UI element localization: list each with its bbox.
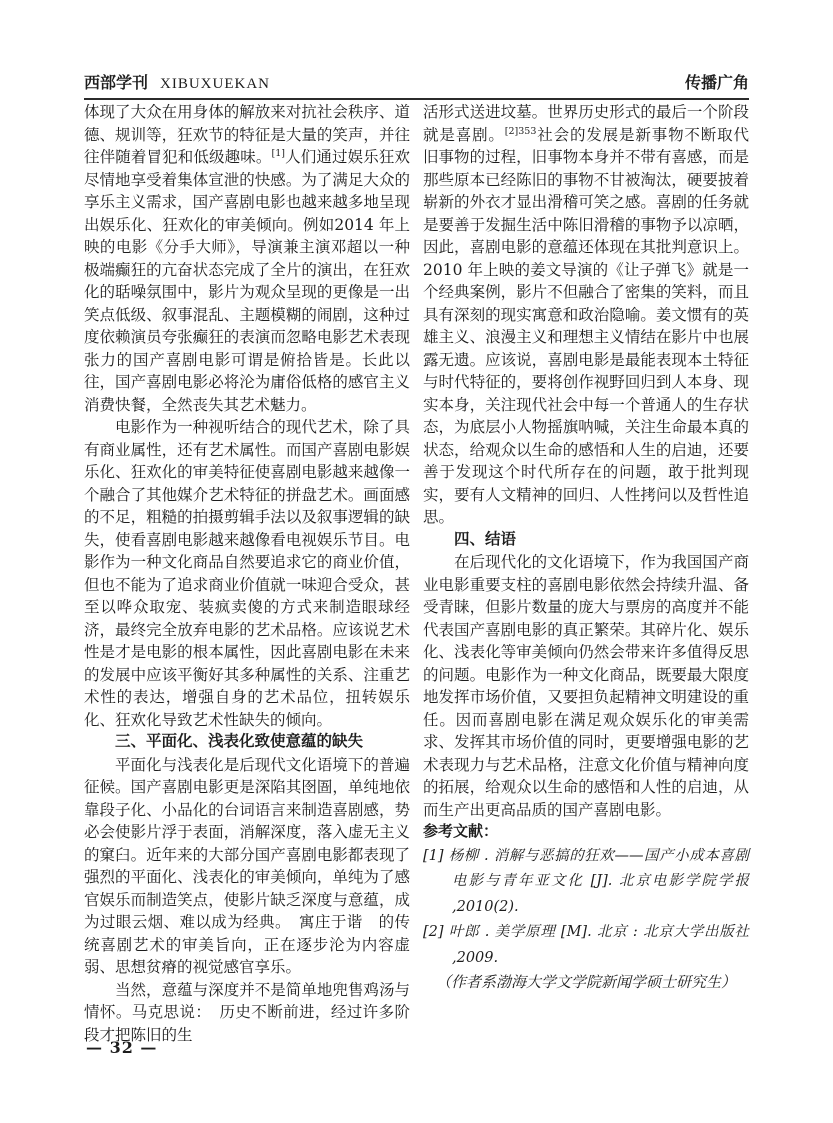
- journal-name: 西部学刊: [84, 75, 149, 92]
- page-number: — 32 —: [86, 1038, 158, 1057]
- page-header: [84, 70, 749, 100]
- journal-title-block: [84, 70, 270, 93]
- paragraph-2: 电影作为一种视听结合的现代艺术，除了具有商业属性，还有艺术属性。而国产喜剧电影娱乐化、狂欢化的审美特征使喜剧电影越来越像一个融合了其他媒介艺术特征的拼盘艺术。画面感的不足，粗糙的拍摄剪辑手法以及叙事逻辑的缺失，使看喜剧电影越来越像看电视娱乐节目。电影作为一种文化商品自然要追求它的商业价值，但也不能为了追求商业价值就一味迎合受众，甚至以哗众取宠、装疯卖傻的方式来制造眼球经济，最终完全放弃电影的艺术品格。应该说艺术性是才是电影的根本属性，因此喜剧电影在未来的发展中应该平衡好其多种属性的关系、注重艺术性的表达，增强自身的艺术品位，扭转娱乐化、狂欢化导致艺术性缺失的倾向。: [84, 418, 410, 729]
- author-note: （作者系渤海大学文学院新闻学硕士研究生）: [435, 973, 736, 991]
- paragraph-1: [84, 101, 410, 416]
- paragraph-6: 在后现代化的文化语境下，作为我国国产商业电影重要支柱的喜剧电影依然会持续升温、备受青睐，但影片数量的庞大与票房的高度并不能代表国产喜剧电影的真正繁荣。其碎片化、娱乐化、浅表化等审美倾向仍然会带来许多值得反思的问题。电影作为一种文化商品，既要最大限度地发挥市场价值，又要担负起精神文明建设的重任。因而喜剧电影在满足观众娱乐化的审美需求、发挥其市场价值的同时，更要增强电影的艺术表现力与艺术品格，注意文化价值与精神向度的拓展，给观众以生命的感悟和人性的启迪，从而生产出更高品质的国产喜剧电影。: [423, 553, 749, 819]
- right-column: [423, 101, 749, 1046]
- paragraph-5-text-b: 社会的发展是新事物不断取代旧事物的过程，旧事物本身并不带有喜感，而是那些原本已经陈旧的事物不甘被淘汰，硬要披着崭新的外衣才显出滑稽可笑之感。喜剧的任务就是要善于发掘生活中陈旧滑稽的事物予以凉晒，因此，喜剧电影的意蕴还体现在其批判意识上。2010 年上映的姜文导演的《让子弹飞》就是一个经典案例，影片不但融合了密集的笑料，而且具有深刻的现实寓意和政治隐喻。姜文惯有的英雄主义、浪漫主义和理想主义情结在影片中也展露无遗。应该说，喜剧电影是最能表现本土特征与时代特征的，要将创作视野回归到人本身、现实本身，关注现代社会中每一个普通人的生存状态，为底层小人物摇旗呐喊，关注生命最本真的状态，给观众以生命的感悟和人生的启迪，还要善于发现这个时代所存在的问题，敢于批判现实，要有人文精神的回归、人性拷问以及哲性追思。: [423, 125, 749, 526]
- section-label: 传播广角: [684, 75, 749, 92]
- paragraph-1-text-b: 人们通过娱乐狂欢尽情地享受着集体宣泄的快感。为了满足大众的享乐主义需求，国产喜剧电影也越来越多地呈现出娱乐化、狂欢化的审美倾向。例如2014 年上映的电影《分手大师》，导演兼主演邓超以一种极端癫狂的亢奋状态完成了全片的演出，在狂欢化的聒噪氛围中，影片为观众呈现的更像是一出笑点低级、叙事混乱、主题模糊的闹剧，这种过度依赖演员夸张癫狂的表演而忽略电影艺术表现张力的国产喜剧电影可谓是俯拾皆是。长此以往，国产喜剧电影必将沦为庸俗低格的感官主义消费快餐，全然丧失其艺术魅力。: [84, 148, 410, 414]
- section-heading-3: 三、平面化、浅表化致使意蕴的缺失: [115, 733, 364, 750]
- paragraph-5-text-a: 活形式送进坟墓。世界历史形式的最后一个阶段就是喜剧。: [423, 103, 749, 144]
- paragraph-1-text-a: 体现了大众在用身体的解放来对抗社会秩序、道德、规训等，狂欢节的特征是大量的笑声，并往往伴随着冒犯和低级趣味。: [84, 103, 410, 166]
- citation-1-superscript: [1]: [271, 147, 285, 159]
- article-body: [84, 101, 749, 1046]
- citation-2-superscript: [2]353: [504, 125, 537, 137]
- reference-item-1: [1] 杨柳 . 消解与恶搞的狂欢——国产小成本喜剧电影与青年亚文化 [J]. 北京电影学院学报 ,2010(2).: [423, 847, 749, 915]
- paragraph-3: 平面化与浅表化是后现代文化语境下的普遍征候。国产喜剧电影更是深陷其囹圄，单纯地依靠段子化、小品化的台词语言来制造喜剧感，势必会使影片浮于表面，消解深度，落入虚无主义的窠臼。近年来的大部分国产喜剧电影都表现了强烈的平面化、浅表化的审美倾向，单纯为了感官娱乐而制造笑点，使影片缺乏深度与意蕴，成为过眼云烟、难以成为经典。 寓庄于谐 的传统喜剧艺术的审美旨向，正在逐步沦为内容虚弱、思想贫瘠的视觉感官享乐。: [84, 755, 410, 976]
- reference-item-2: [2] 叶郎 . 美学原理 [M]. 北京 : 北京大学出版社 ,2009.: [423, 924, 749, 966]
- paragraph-5: [423, 101, 749, 529]
- references-heading: 参考文献：: [423, 823, 499, 840]
- left-column: [84, 101, 410, 1046]
- paragraph-4: 当然，意蕴与深度并不是简单地兜售鸡汤与情怀。马克思说： 历史不断前进，经过许多阶段才把陈旧的生: [84, 980, 410, 1044]
- journal-name-latin: XIBUXUEKAN: [160, 76, 271, 92]
- section-heading-4: 四、结语: [454, 530, 517, 548]
